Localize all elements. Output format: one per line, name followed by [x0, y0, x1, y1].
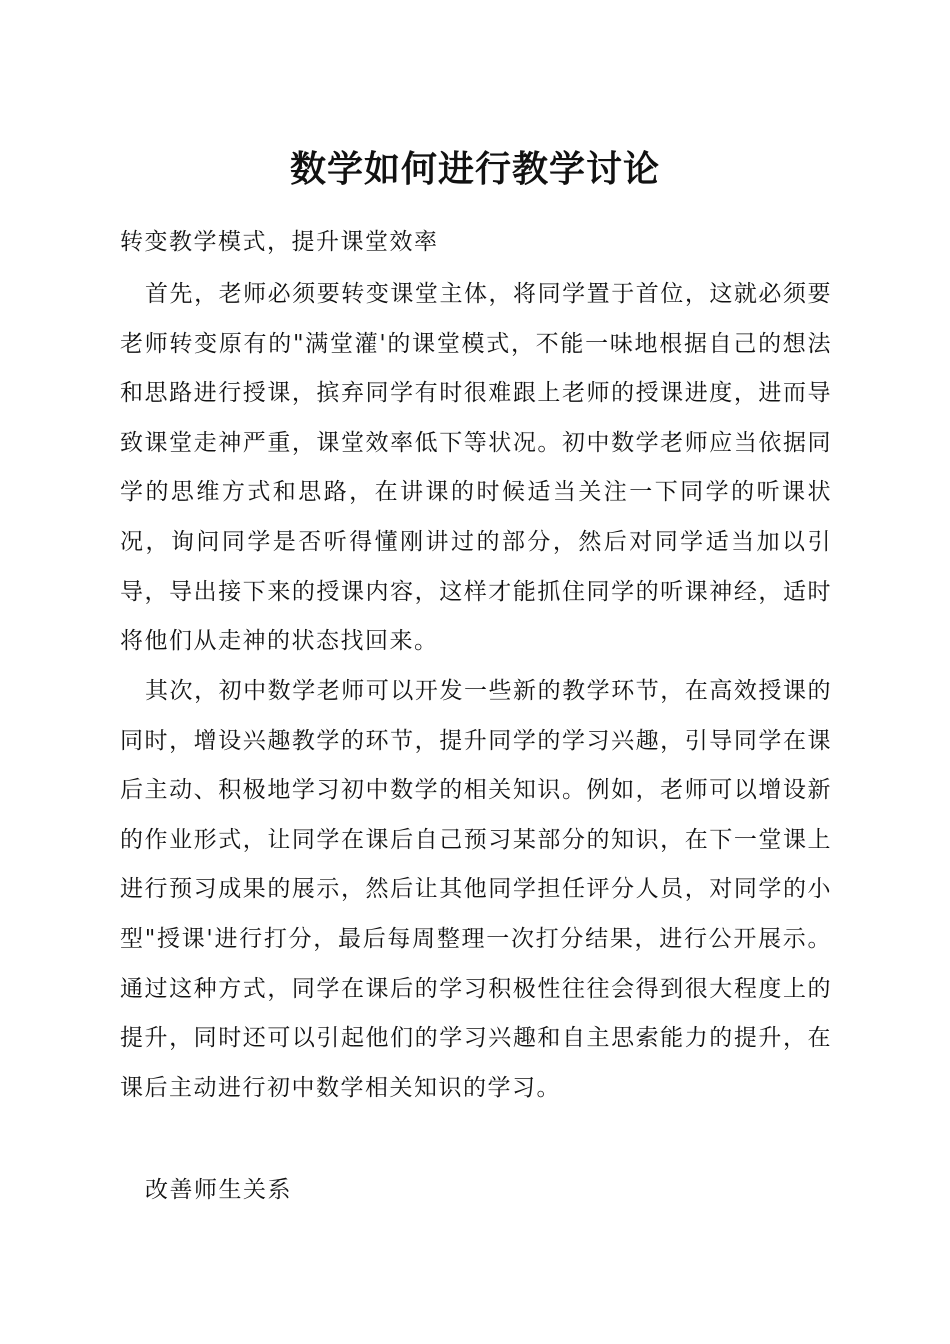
section-heading-relationship: 改善师生关系 [145, 1177, 292, 1203]
section-heading-teaching-mode: 转变教学模式，提升课堂效率 [120, 229, 439, 255]
paragraph-second: 其次，初中数学老师可以开发一些新的教学环节，在高效授课的同时，增设兴趣教学的环节，提升同学的学习兴趣，引导同学在课后主动、积极地学习初中数学的相关知识。例如，老师可以增设新的作业形式，让同学在课后自己预习某部分的知识，在下一堂课上进行预习成果的展示，然后让其他同学担任评分人员，对同学的小型"授课'进行打分，最后每周整理一次打分结果，进行公开展示。通过这种方式，同学在课后的学习积极性往往会得到很大程度上的提升，同时还可以引起他们的学习兴趣和自主思索能力的提升，在课后主动进行初中数学相关知识的学习。 [120, 678, 832, 1101]
document-title: 数学如何进行教学讨论 [289, 148, 660, 190]
paragraph-first: 首先，老师必须要转变课堂主体，将同学置于首位，这就必须要老师转变原有的"满堂灌'的课堂模式，不能一味地根据自己的想法和思路进行授课，摈弃同学有时很难跟上老师的授课进度，进而导致课堂走神严重，课堂效率低下等状况。初中数学老师应当依据同学的思维方式和思路，在讲课的时候适当关注一下同学的听课状况，询问同学是否听得懂刚讲过的部分，然后对同学适当加以引导，导出接下来的授课内容，这样才能抓住同学的听课神经，适时将他们从走神的状态找回来。 [120, 281, 832, 655]
